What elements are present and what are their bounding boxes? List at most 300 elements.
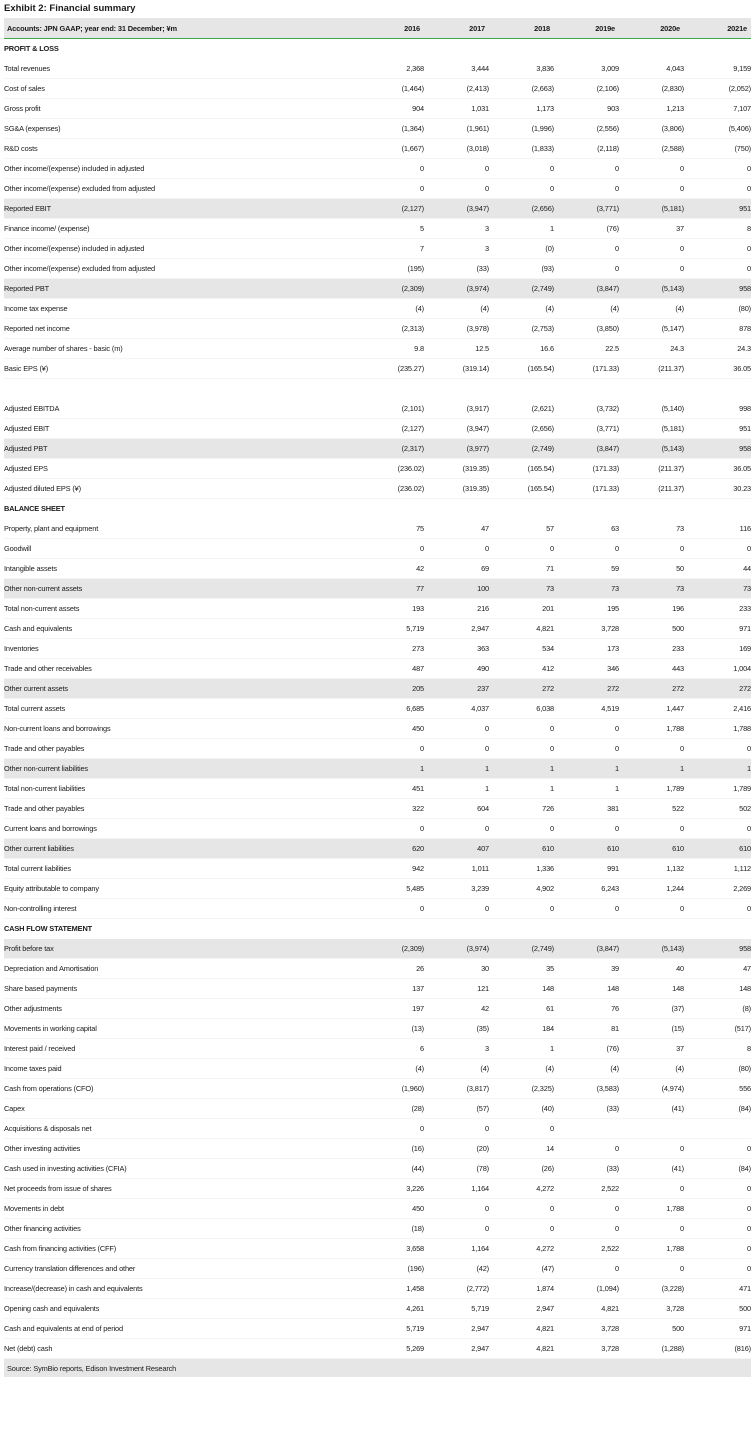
row-value: (3,583) xyxy=(554,1079,619,1099)
row-value: 556 xyxy=(684,1079,751,1099)
row-value: 35 xyxy=(489,959,554,979)
row-value: (2,106) xyxy=(554,79,619,99)
row-value: 0 xyxy=(684,1199,751,1219)
row-value: 4,902 xyxy=(489,879,554,899)
row-value: 3,728 xyxy=(554,1319,619,1339)
exhibit-title: Exhibit 2: Financial summary xyxy=(0,0,755,18)
row-value: 0 xyxy=(489,739,554,759)
row-value: 1 xyxy=(684,759,751,779)
row-value: (80) xyxy=(684,299,751,319)
row-value: 1,031 xyxy=(424,99,489,119)
row-value: (235.27) xyxy=(359,359,424,379)
row-value: (2,127) xyxy=(359,199,424,219)
row-value: 0 xyxy=(684,739,751,759)
row-value: 1,164 xyxy=(424,1239,489,1259)
row-value: (3,974) xyxy=(424,939,489,959)
row-value: 0 xyxy=(424,1199,489,1219)
row-label: Adjusted diluted EPS (¥) xyxy=(4,479,359,499)
row-value: 0 xyxy=(684,1259,751,1279)
table-row xyxy=(4,599,751,619)
row-value: 148 xyxy=(489,979,554,999)
row-value: 36.05 xyxy=(684,459,751,479)
row-value: (41) xyxy=(619,1159,684,1179)
row-value: (5,143) xyxy=(619,439,684,459)
row-value: (1,996) xyxy=(489,119,554,139)
row-value: 137 xyxy=(359,979,424,999)
table-row xyxy=(4,239,751,259)
row-value: 0 xyxy=(684,259,751,279)
row-value: 471 xyxy=(684,1279,751,1299)
row-value: (42) xyxy=(424,1259,489,1279)
row-value: 1,173 xyxy=(489,99,554,119)
table-row xyxy=(4,1179,751,1199)
year-header: 2020e xyxy=(619,18,684,39)
row-value: 195 xyxy=(554,599,619,619)
row-value: 2,522 xyxy=(554,1179,619,1199)
row-value: 184 xyxy=(489,1019,554,1039)
row-value: 201 xyxy=(489,599,554,619)
row-value xyxy=(554,1119,619,1139)
row-label: Property, plant and equipment xyxy=(4,519,359,539)
row-value: 42 xyxy=(424,999,489,1019)
row-value: 3 xyxy=(424,219,489,239)
row-value: 6,685 xyxy=(359,699,424,719)
row-value: 148 xyxy=(554,979,619,999)
row-value: (2,313) xyxy=(359,319,424,339)
row-value: (3,947) xyxy=(424,419,489,439)
row-value: (1,464) xyxy=(359,79,424,99)
row-value: 0 xyxy=(619,159,684,179)
table-row xyxy=(4,399,751,419)
row-value: (1,288) xyxy=(619,1339,684,1359)
row-value: 0 xyxy=(359,819,424,839)
row-value: 0 xyxy=(554,539,619,559)
row-value: 5,485 xyxy=(359,879,424,899)
row-value: (4) xyxy=(619,299,684,319)
row-value: 47 xyxy=(684,959,751,979)
row-value: (1,960) xyxy=(359,1079,424,1099)
row-value: 904 xyxy=(359,99,424,119)
row-value: 1 xyxy=(424,779,489,799)
row-value: (1,667) xyxy=(359,139,424,159)
row-value: 1,447 xyxy=(619,699,684,719)
row-value: 5,719 xyxy=(359,1319,424,1339)
table-row xyxy=(4,159,751,179)
row-value: 1,244 xyxy=(619,879,684,899)
row-value: 3,728 xyxy=(619,1299,684,1319)
row-value: 61 xyxy=(489,999,554,1019)
row-value: (165.54) xyxy=(489,479,554,499)
table-row xyxy=(4,619,751,639)
table-row xyxy=(4,459,751,479)
row-value: 610 xyxy=(684,839,751,859)
row-value: 4,519 xyxy=(554,699,619,719)
row-value xyxy=(619,1119,684,1139)
row-value: 9,159 xyxy=(684,59,751,79)
row-value: (3,850) xyxy=(554,319,619,339)
section-title: PROFIT & LOSS xyxy=(4,39,751,59)
row-value: (4) xyxy=(554,1059,619,1079)
row-value: 0 xyxy=(684,239,751,259)
row-value: (5,181) xyxy=(619,419,684,439)
row-value: 4,821 xyxy=(489,1319,554,1339)
row-value: 991 xyxy=(554,859,619,879)
row-value: 0 xyxy=(554,719,619,739)
row-value: 193 xyxy=(359,599,424,619)
row-value: (2,772) xyxy=(424,1279,489,1299)
table-row xyxy=(4,1139,751,1159)
row-value: (4) xyxy=(424,299,489,319)
row-value: (4) xyxy=(554,299,619,319)
table-row xyxy=(4,559,751,579)
row-value: 412 xyxy=(489,659,554,679)
row-value: 0 xyxy=(554,1259,619,1279)
row-value: 216 xyxy=(424,599,489,619)
row-value: 57 xyxy=(489,519,554,539)
row-value: 490 xyxy=(424,659,489,679)
table-row xyxy=(4,959,751,979)
table-row xyxy=(4,739,751,759)
table-row xyxy=(4,779,751,799)
row-value: 47 xyxy=(424,519,489,539)
row-value: (3,847) xyxy=(554,279,619,299)
row-label: Increase/(decrease) in cash and equivalents xyxy=(4,1279,359,1299)
row-value: 407 xyxy=(424,839,489,859)
row-value: (1,364) xyxy=(359,119,424,139)
row-value: 0 xyxy=(424,1119,489,1139)
row-value: (195) xyxy=(359,259,424,279)
row-value: 0 xyxy=(554,899,619,919)
section-title xyxy=(4,379,751,399)
table-row xyxy=(4,1159,751,1179)
row-value: 610 xyxy=(554,839,619,859)
row-value: (211.37) xyxy=(619,479,684,499)
row-value: 3 xyxy=(424,1039,489,1059)
row-value: (3,228) xyxy=(619,1279,684,1299)
row-value: 1,164 xyxy=(424,1179,489,1199)
row-value: (5,143) xyxy=(619,279,684,299)
table-row xyxy=(4,119,751,139)
row-label: Reported net income xyxy=(4,319,359,339)
row-label: Finance income/ (expense) xyxy=(4,219,359,239)
row-label: Share based payments xyxy=(4,979,359,999)
row-value: (236.02) xyxy=(359,459,424,479)
table-row xyxy=(4,1239,751,1259)
row-value: (211.37) xyxy=(619,359,684,379)
table-row xyxy=(4,479,751,499)
row-value: 81 xyxy=(554,1019,619,1039)
row-value: (5,147) xyxy=(619,319,684,339)
row-value: 958 xyxy=(684,279,751,299)
year-header: 2019e xyxy=(554,18,619,39)
row-value: 4,272 xyxy=(489,1179,554,1199)
row-label: Other income/(expense) included in adjusted xyxy=(4,159,359,179)
row-label: Trade and other payables xyxy=(4,799,359,819)
table-row xyxy=(4,579,751,599)
year-header: 2021e xyxy=(684,18,751,39)
table-row xyxy=(4,1079,751,1099)
row-value: 0 xyxy=(554,1199,619,1219)
row-value: (2,127) xyxy=(359,419,424,439)
row-value: 76 xyxy=(554,999,619,1019)
row-value: 0 xyxy=(359,899,424,919)
table-row xyxy=(4,899,751,919)
row-value: (3,806) xyxy=(619,119,684,139)
row-value: (16) xyxy=(359,1139,424,1159)
row-value: (41) xyxy=(619,1099,684,1119)
row-value: 4,037 xyxy=(424,699,489,719)
row-value: 1,132 xyxy=(619,859,684,879)
table-row xyxy=(4,219,751,239)
row-value: (44) xyxy=(359,1159,424,1179)
row-value: 233 xyxy=(619,639,684,659)
row-value: (2,317) xyxy=(359,439,424,459)
row-label: Other non-current liabilities xyxy=(4,759,359,779)
row-value: 1,213 xyxy=(619,99,684,119)
row-value: 6,038 xyxy=(489,699,554,719)
row-value: 2,947 xyxy=(424,619,489,639)
table-row xyxy=(4,419,751,439)
row-label: Adjusted EPS xyxy=(4,459,359,479)
row-label: Depreciation and Amortisation xyxy=(4,959,359,979)
table-row xyxy=(4,1299,751,1319)
table-row xyxy=(4,819,751,839)
row-label: Cash and equivalents xyxy=(4,619,359,639)
row-value: 26 xyxy=(359,959,424,979)
row-value: 73 xyxy=(619,579,684,599)
row-value: 1,336 xyxy=(489,859,554,879)
row-value: 121 xyxy=(424,979,489,999)
row-label: Equity attributable to company xyxy=(4,879,359,899)
row-value: 69 xyxy=(424,559,489,579)
row-value: 196 xyxy=(619,599,684,619)
row-value: 1,004 xyxy=(684,659,751,679)
row-value: 0 xyxy=(619,1139,684,1159)
row-label: Other income/(expense) excluded from adjusted xyxy=(4,259,359,279)
row-label: Basic EPS (¥) xyxy=(4,359,359,379)
row-value: 998 xyxy=(684,399,751,419)
row-value: 0 xyxy=(554,819,619,839)
row-value: 272 xyxy=(489,679,554,699)
table-row xyxy=(4,939,751,959)
row-label: Other adjustments xyxy=(4,999,359,1019)
row-value: 36.05 xyxy=(684,359,751,379)
row-value: 12.5 xyxy=(424,339,489,359)
row-value: 100 xyxy=(424,579,489,599)
row-value: 522 xyxy=(619,799,684,819)
row-value: (2,753) xyxy=(489,319,554,339)
table-row xyxy=(4,1219,751,1239)
row-value: 500 xyxy=(684,1299,751,1319)
section-title: BALANCE SHEET xyxy=(4,499,751,519)
table-row xyxy=(4,59,751,79)
table-row xyxy=(4,139,751,159)
row-value: (15) xyxy=(619,1019,684,1039)
row-label: Average number of shares - basic (m) xyxy=(4,339,359,359)
row-value: 7 xyxy=(359,239,424,259)
row-label: Cash and equivalents at end of period xyxy=(4,1319,359,1339)
row-value: 0 xyxy=(424,179,489,199)
row-label: Cost of sales xyxy=(4,79,359,99)
row-value: 63 xyxy=(554,519,619,539)
row-value: (26) xyxy=(489,1159,554,1179)
row-value: 6 xyxy=(359,1039,424,1059)
table-row xyxy=(4,799,751,819)
row-value: 75 xyxy=(359,519,424,539)
row-value: 0 xyxy=(684,819,751,839)
row-value: (80) xyxy=(684,1059,751,1079)
table-row xyxy=(4,1319,751,1339)
row-value: 0 xyxy=(554,259,619,279)
row-value: 951 xyxy=(684,199,751,219)
row-value: (2,309) xyxy=(359,279,424,299)
row-value: 0 xyxy=(554,739,619,759)
table-row xyxy=(4,319,751,339)
section-header-row xyxy=(4,39,751,59)
row-value: (750) xyxy=(684,139,751,159)
row-value: 5 xyxy=(359,219,424,239)
section-header-row xyxy=(4,499,751,519)
row-value: (171.33) xyxy=(554,359,619,379)
row-value: 0 xyxy=(489,179,554,199)
row-value: 620 xyxy=(359,839,424,859)
row-label: Cash from financing activities (CFF) xyxy=(4,1239,359,1259)
row-value: (3,978) xyxy=(424,319,489,339)
row-value: 9.8 xyxy=(359,339,424,359)
row-value: (76) xyxy=(554,1039,619,1059)
row-value: 0 xyxy=(489,819,554,839)
row-value: 610 xyxy=(489,839,554,859)
row-value: (2,413) xyxy=(424,79,489,99)
row-label: Total non-current assets xyxy=(4,599,359,619)
row-value: 1 xyxy=(489,1039,554,1059)
row-value: 1,789 xyxy=(684,779,751,799)
row-value: 3,728 xyxy=(554,619,619,639)
row-value: (93) xyxy=(489,259,554,279)
row-label: Capex xyxy=(4,1099,359,1119)
row-value: 30.23 xyxy=(684,479,751,499)
row-value: 1,112 xyxy=(684,859,751,879)
section-header-row xyxy=(4,919,751,939)
row-value: (816) xyxy=(684,1339,751,1359)
year-header: 2017 xyxy=(424,18,489,39)
row-label: Other investing activities xyxy=(4,1139,359,1159)
row-value: 0 xyxy=(619,179,684,199)
row-value: 971 xyxy=(684,1319,751,1339)
row-value: (171.33) xyxy=(554,479,619,499)
row-value: (3,847) xyxy=(554,939,619,959)
row-value: 169 xyxy=(684,639,751,659)
row-label: SG&A (expenses) xyxy=(4,119,359,139)
row-value: (3,817) xyxy=(424,1079,489,1099)
row-value: 2,947 xyxy=(424,1339,489,1359)
row-label: Other income/(expense) excluded from adjusted xyxy=(4,179,359,199)
row-value: (319.35) xyxy=(424,459,489,479)
row-value: 24.3 xyxy=(619,339,684,359)
row-value: 4,261 xyxy=(359,1299,424,1319)
row-value: 73 xyxy=(554,579,619,599)
row-value: 272 xyxy=(554,679,619,699)
row-value: 0 xyxy=(424,819,489,839)
row-value: (3,974) xyxy=(424,279,489,299)
table-row xyxy=(4,1099,751,1119)
row-value: 726 xyxy=(489,799,554,819)
row-value: 148 xyxy=(619,979,684,999)
row-value: (18) xyxy=(359,1219,424,1239)
row-value: (1,833) xyxy=(489,139,554,159)
row-value: (33) xyxy=(424,259,489,279)
row-value: 0 xyxy=(359,1119,424,1139)
row-value: 2,269 xyxy=(684,879,751,899)
row-value: 237 xyxy=(424,679,489,699)
row-value: (165.54) xyxy=(489,359,554,379)
row-value: 0 xyxy=(684,159,751,179)
row-value: 534 xyxy=(489,639,554,659)
source-note: Source: SymBio reports, Edison Investment Research xyxy=(4,1359,751,1378)
row-value: 878 xyxy=(684,319,751,339)
table-row xyxy=(4,339,751,359)
row-value: (57) xyxy=(424,1099,489,1119)
row-value: (20) xyxy=(424,1139,489,1159)
row-value: 903 xyxy=(554,99,619,119)
row-value: 1 xyxy=(424,759,489,779)
row-value: 0 xyxy=(619,259,684,279)
row-value: (3,847) xyxy=(554,439,619,459)
row-value: (2,749) xyxy=(489,279,554,299)
row-value: (165.54) xyxy=(489,459,554,479)
table-row xyxy=(4,859,751,879)
table-row xyxy=(4,519,751,539)
table-row xyxy=(4,79,751,99)
row-value: 3 xyxy=(424,239,489,259)
row-value: 5,269 xyxy=(359,1339,424,1359)
row-label: Trade and other receivables xyxy=(4,659,359,679)
row-value: 37 xyxy=(619,219,684,239)
row-label: Income tax expense xyxy=(4,299,359,319)
row-value: (4) xyxy=(489,299,554,319)
row-value: 40 xyxy=(619,959,684,979)
row-value: (3,018) xyxy=(424,139,489,159)
row-value: 24.3 xyxy=(684,339,751,359)
row-value: 610 xyxy=(619,839,684,859)
table-header-row xyxy=(4,18,751,39)
row-value: 500 xyxy=(619,619,684,639)
row-value: 1,874 xyxy=(489,1279,554,1299)
table-row xyxy=(4,299,751,319)
table-row xyxy=(4,199,751,219)
row-value: 450 xyxy=(359,719,424,739)
row-value: 0 xyxy=(619,739,684,759)
row-value: (2,621) xyxy=(489,399,554,419)
row-value: 148 xyxy=(684,979,751,999)
row-value: 3,444 xyxy=(424,59,489,79)
row-value: (47) xyxy=(489,1259,554,1279)
row-value: 1 xyxy=(489,219,554,239)
row-value: 16.6 xyxy=(489,339,554,359)
row-value: (4) xyxy=(489,1059,554,1079)
row-value: 0 xyxy=(489,539,554,559)
row-value: (3,947) xyxy=(424,199,489,219)
row-label: Other income/(expense) included in adjusted xyxy=(4,239,359,259)
row-label: Total current assets xyxy=(4,699,359,719)
row-value: 0 xyxy=(684,1239,751,1259)
table-row xyxy=(4,1059,751,1079)
row-label: Income taxes paid xyxy=(4,1059,359,1079)
row-value: (5,181) xyxy=(619,199,684,219)
row-value: (28) xyxy=(359,1099,424,1119)
accounts-basis-label: Accounts: JPN GAAP; year end: 31 December; ¥m xyxy=(4,18,359,39)
row-value: 0 xyxy=(554,159,619,179)
